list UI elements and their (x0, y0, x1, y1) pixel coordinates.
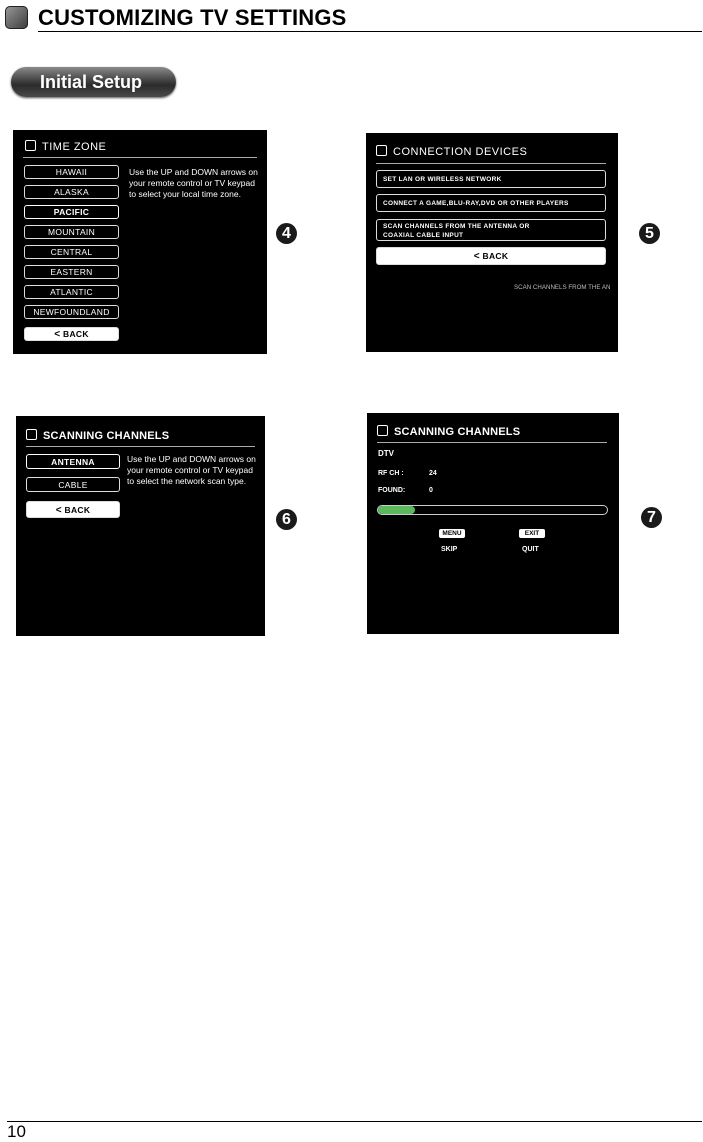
time-zone-option[interactable]: EASTERN (24, 265, 119, 279)
title-rule (377, 442, 607, 443)
menu-key-button[interactable]: MENU (439, 529, 465, 538)
title-rule (376, 163, 606, 164)
scan-progress-screen (367, 413, 619, 634)
time-zone-option[interactable]: ATLANTIC (24, 285, 119, 299)
screen-title: SCANNING CHANNELS (377, 425, 520, 438)
time-zone-screen (13, 130, 267, 354)
skip-label: SKIP (441, 546, 458, 553)
checkbox-icon (377, 425, 388, 436)
time-zone-option[interactable]: MOUNTAIN (24, 225, 119, 239)
exit-key-button[interactable]: EXIT (519, 529, 545, 538)
step-badge-5: 5 (639, 223, 660, 244)
back-button[interactable]: < BACK (26, 501, 120, 518)
checkbox-icon (25, 140, 36, 151)
cable-option-button[interactable]: CABLE (26, 477, 120, 492)
lan-option-button[interactable]: SET LAN OR WIRELESS NETWORK (376, 170, 606, 188)
chevron-left-icon: < (55, 505, 62, 516)
title-rule (23, 157, 257, 158)
mode-label: DTV (378, 449, 394, 458)
step-badge-7: 7 (641, 507, 662, 528)
antenna-option-button[interactable]: ANTENNA (26, 454, 120, 469)
found-value: 0 (429, 487, 433, 494)
time-zone-option[interactable]: HAWAII (24, 165, 119, 179)
footer-rule (7, 1121, 702, 1122)
section-badge: Initial Setup (11, 67, 176, 97)
screen-title: TIME ZONE (25, 140, 106, 153)
screen-title: CONNECTION DEVICES (376, 145, 527, 158)
rf-channel-value: 24 (429, 470, 437, 477)
scan-progress-bar (377, 505, 608, 515)
help-text: Use the UP and DOWN arrows on your remote control or TV keypad to select your local time zone. (129, 167, 258, 199)
page-number: 10 (7, 1122, 26, 1141)
back-button[interactable]: < BACK (24, 327, 119, 341)
checkbox-icon (26, 429, 37, 440)
rf-channel-label: RF CH : (378, 470, 404, 477)
step-badge-4: 4 (276, 223, 297, 244)
player-option-button[interactable]: CONNECT A GAME,BLU-RAY,DVD OR OTHER PLAYERS (376, 194, 606, 212)
time-zone-option[interactable]: CENTRAL (24, 245, 119, 259)
description-text: SCAN CHANNELS FROM THE AN (514, 284, 611, 291)
scan-type-screen (16, 416, 265, 636)
step-badge-6: 6 (276, 509, 297, 530)
chevron-left-icon: < (54, 329, 61, 340)
scan-option-button[interactable]: SCAN CHANNELS FROM THE ANTENNA OR COAXIAL CABLE INPUT (376, 219, 606, 241)
help-text: Use the UP and DOWN arrows on your remote control or TV keypad to select the network scan type. (127, 454, 256, 486)
time-zone-option[interactable]: PACIFIC (24, 205, 119, 219)
chevron-left-icon: < (473, 251, 480, 262)
scan-progress-fill (378, 506, 415, 514)
found-label: FOUND: (378, 487, 406, 494)
checkbox-icon (376, 145, 387, 156)
page-title: CUSTOMIZING TV SETTINGS (38, 5, 347, 30)
title-rule (38, 31, 702, 32)
quit-label: QUIT (522, 546, 539, 553)
back-button[interactable]: < BACK (376, 247, 606, 265)
title-rule (26, 446, 255, 447)
section-icon (5, 6, 28, 29)
connection-devices-screen (366, 133, 618, 352)
screen-title: SCANNING CHANNELS (26, 429, 169, 442)
time-zone-option[interactable]: NEWFOUNDLAND (24, 305, 119, 319)
time-zone-option[interactable]: ALASKA (24, 185, 119, 199)
